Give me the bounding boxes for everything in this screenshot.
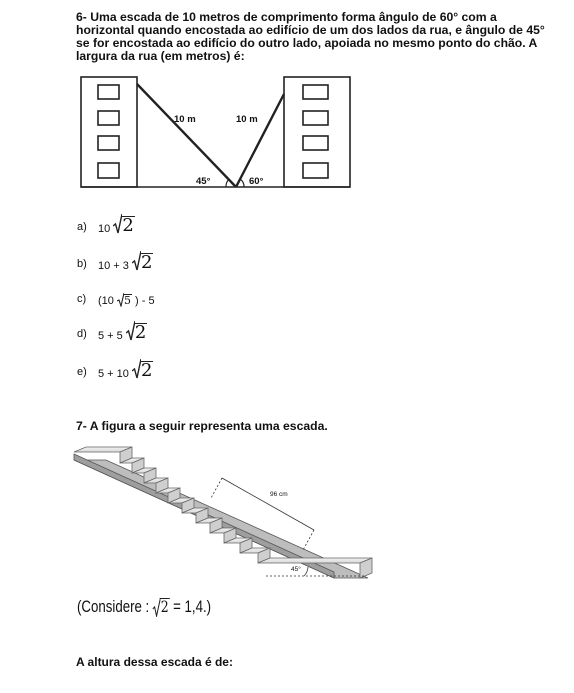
option-prefix: 10 + 3 (98, 260, 129, 272)
right-window-3 (303, 136, 328, 150)
angle-arc-45 (226, 179, 229, 187)
considere-prefix: (Considere : (77, 597, 153, 616)
option-letter: d) (77, 328, 87, 340)
angle-45-label: 45° (196, 176, 211, 187)
option-prefix: (10 (98, 295, 114, 307)
option-expression (98, 358, 153, 380)
q6-line-2: horizontal quando encostada ao edifício de um dos lados da rua, e ângulo de 45° (76, 23, 545, 37)
ladder-left (137, 84, 236, 187)
ladder-right (236, 94, 284, 187)
angle-label: 45° (291, 566, 301, 573)
option-expression (98, 320, 147, 342)
radicand: 2 (160, 597, 169, 616)
option-letter: b) (77, 258, 87, 270)
sqrt-symbol (113, 213, 134, 235)
q6-ladder-figure (76, 72, 356, 197)
right-window-1 (303, 85, 328, 99)
option-letter: e) (77, 366, 87, 378)
sqrt-symbol (117, 292, 132, 307)
option-suffix: ) - 5 (135, 295, 155, 307)
left-window-1 (98, 85, 119, 99)
q7-title: 7- A figura a seguir representa uma escada. (76, 419, 328, 433)
option-letter: c) (77, 293, 87, 305)
sqrt-symbol (132, 250, 153, 272)
option-e[interactable] (77, 356, 277, 382)
radicand: 5 (123, 294, 131, 307)
right-building (284, 77, 350, 187)
option-prefix: 5 + 5 (98, 330, 123, 342)
q7-staircase-figure (72, 440, 384, 582)
option-expression (98, 292, 155, 307)
length-label: 96 cm (270, 491, 288, 498)
option-a[interactable] (77, 211, 277, 237)
radicand: 2 (122, 215, 134, 236)
q7-question: A altura dessa escada é de: (76, 655, 233, 669)
left-window-2 (98, 111, 119, 125)
option-b[interactable] (77, 248, 277, 274)
considere-note (77, 597, 211, 617)
radicand: 2 (140, 252, 153, 273)
sqrt-symbol (126, 320, 147, 342)
sqrt-symbol (153, 597, 170, 617)
option-expression (98, 250, 153, 272)
left-window-3 (98, 136, 119, 150)
left-window-4 (98, 163, 119, 178)
left-building (81, 77, 137, 187)
q6-line-4: largura da rua (em metros) é: (76, 49, 245, 63)
ladder-right-length: 10 m (236, 114, 258, 125)
option-c[interactable] (77, 283, 277, 309)
option-prefix: 5 + 10 (98, 368, 129, 380)
radicand: 2 (134, 322, 147, 343)
ladder-left-length: 10 m (174, 114, 196, 125)
q6-line-3: se for encostada ao edifício do outro lado, apoiada no mesmo ponto do chão. A (76, 36, 538, 50)
q6-line-1: 6- Uma escada de 10 metros de comprimento forma ângulo de 60° com a (76, 10, 497, 24)
angle-60-label: 60° (249, 176, 264, 187)
option-prefix: 10 (98, 223, 111, 235)
option-letter: a) (77, 221, 87, 233)
right-window-2 (303, 111, 328, 125)
considere-suffix: = 1,4.) (169, 597, 212, 616)
option-d[interactable] (77, 318, 277, 344)
radicand: 2 (140, 360, 153, 381)
angle-arc-45 (304, 567, 308, 576)
sqrt-symbol (132, 358, 153, 380)
option-expression (98, 213, 135, 235)
right-window-4 (303, 163, 328, 178)
